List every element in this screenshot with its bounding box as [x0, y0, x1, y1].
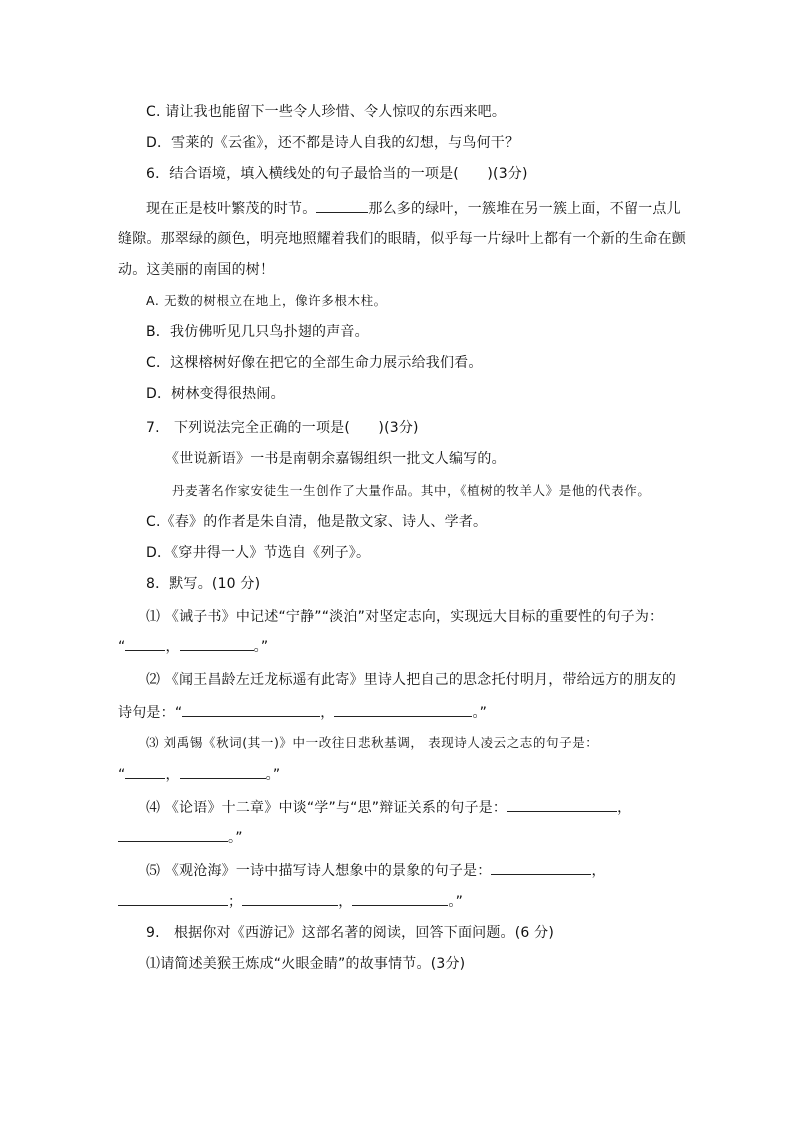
answer-blank[interactable] [180, 764, 266, 779]
q6-passage-text-1a: 现在正是枝叶繁茂的时节。 [146, 201, 317, 217]
answer-prefix: 诗句是： [118, 705, 175, 721]
open-quote: “ [174, 705, 183, 721]
q6-passage-line-3: 动。这美丽的南国的树！ [118, 262, 275, 278]
close-quote: 。” [448, 894, 464, 910]
q8-item-3-answer [118, 764, 280, 785]
answer-blank[interactable] [242, 891, 338, 906]
close-quote: 。” [228, 830, 243, 846]
q8-item-5-text: ⑸ 《观沧海》一诗中描写诗人想象中的景象的句子是： [146, 863, 492, 879]
q8-stem: 8．默写。(10 分) [146, 576, 261, 592]
q6-option-c: C．这棵榕树好像在把它的全部生命力展示给我们看。 [146, 355, 483, 371]
answer-blank[interactable] [182, 702, 320, 717]
q6-answer-blank [316, 198, 368, 213]
open-quote: “ [118, 767, 126, 783]
q8-item-2: ⑵ 《闻王昌龄左迁龙标遥有此寄》里诗人把自己的思念托付明月，带给远方的朋友的 [146, 672, 677, 688]
q7-option-b: 丹麦著名作家安徒生一生创作了大量作品。其中，《植树的牧羊人》是他的代表作。 [172, 483, 651, 498]
close-quote: 。” [472, 705, 488, 721]
q6-passage-line-1 [146, 198, 681, 219]
close-quote: 。” [265, 767, 281, 783]
answer-blank[interactable] [125, 636, 165, 651]
answer-blank[interactable] [352, 891, 448, 906]
answer-blank[interactable] [507, 797, 617, 812]
q8-item-3: ⑶ 刘禹锡《秋词(其一)》中一改往日悲秋基调， 表现诗人凌云之志的句子是： [146, 735, 599, 750]
answer-blank[interactable] [118, 827, 228, 842]
q6-stem: 6．结合语境，填入横线处的句子最恰当的一项是( )(3分) [146, 166, 528, 182]
comma: ， [591, 863, 606, 879]
q8-item-5-answer [118, 891, 463, 912]
q6-option-d: D．树林变得很热闹。 [146, 386, 285, 402]
answer-blank[interactable] [180, 636, 254, 651]
q9-stem: 9. 根据你对《西游记》这部名著的阅读，回答下面问题。(6 分) [146, 925, 555, 941]
q7-option-c: C.《春》的作者是朱自清，他是散文家、诗人、学者。 [146, 514, 488, 530]
q6-option-b: B．我仿佛听见几只鸟扑翅的声音。 [146, 324, 369, 340]
comma: ， [165, 639, 180, 655]
answer-blank[interactable] [125, 764, 165, 779]
q7-stem: 7. 下列说法完全正确的一项是( )(3分) [146, 420, 419, 436]
q8-item-4-answer [118, 827, 243, 848]
close-quote: 。” [253, 639, 269, 655]
q7-option-a: 《世说新语》一书是南朝余嘉锡组织一批文人编写的。 [165, 451, 506, 467]
q6-option-a: A. 无数的树根立在地上，像许多根木柱。 [146, 293, 387, 308]
comma: ， [165, 767, 180, 783]
q8-item-4-text: ⑷ 《论语》十二章》中谈“学”与“思”辩证关系的句子是： [146, 800, 508, 816]
q7-option-d: D．《穿井得一人》节选自《列子》。 [146, 545, 371, 561]
q8-item-4 [146, 797, 631, 818]
answer-blank[interactable] [118, 891, 228, 906]
q8-item-2-answer [118, 702, 487, 723]
q5-option-d: D．雪莱的《云雀》，还不都是诗人自我的幻想，与鸟何干？ [146, 135, 520, 151]
q8-item-1: ⑴ 《诫子书》中记述“宁静”“淡泊”对坚定志向，实现远大目标的重要性的句子为： [146, 609, 664, 625]
open-quote: “ [118, 639, 126, 655]
q6-passage-line-2: 缝隙。那翠绿的颜色，明亮地照耀着我们的眼睛，似乎每一片绿叶上都有一个新的生命在颤 [118, 231, 686, 247]
q6-passage-text-1b: 那么多的绿叶，一簇堆在另一簇上面，不留一点儿 [368, 201, 681, 217]
q5-option-c: C. 请让我也能留下一些令人珍惜、令人惊叹的东西来吧。 [146, 104, 507, 120]
q8-item-5 [146, 860, 606, 881]
q9-subquestion-1: ⑴请简述美猴王炼成“火眼金睛”的故事情节。(3分) [146, 956, 466, 972]
comma: ， [320, 705, 335, 721]
comma: ， [617, 800, 632, 816]
answer-blank[interactable] [334, 702, 472, 717]
answer-blank[interactable] [491, 860, 591, 875]
semicolon: ； [228, 894, 243, 910]
q8-item-1-answer [118, 636, 268, 657]
comma: ， [338, 894, 353, 910]
